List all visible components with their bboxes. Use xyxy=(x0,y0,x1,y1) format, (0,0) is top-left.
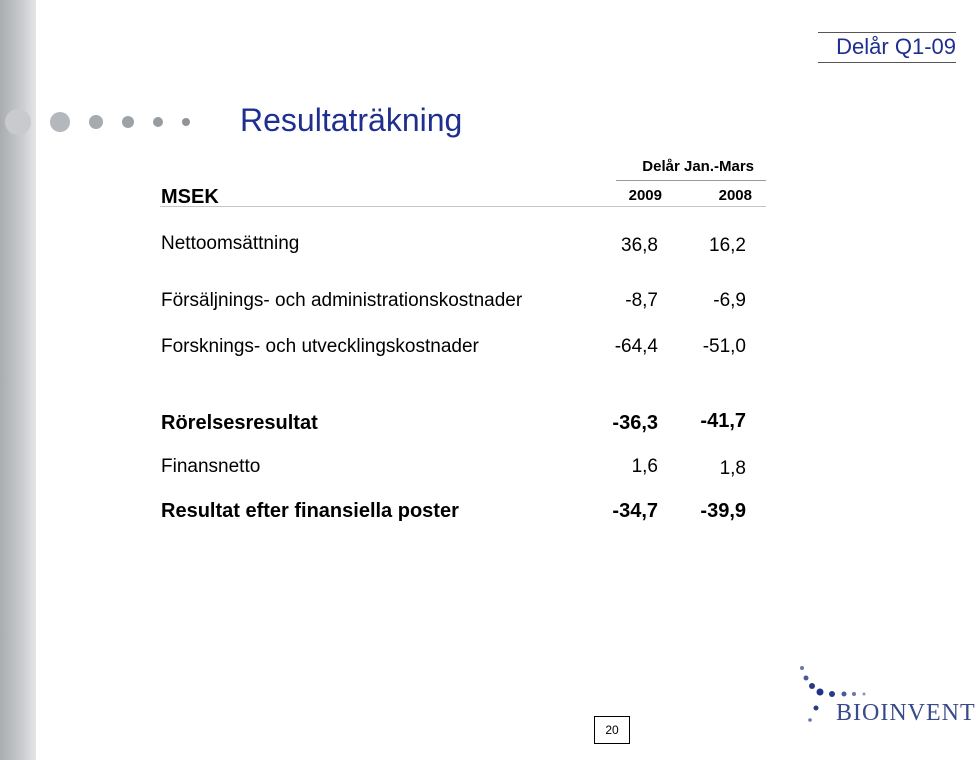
column-header-2009: 2009 xyxy=(628,187,662,204)
unit-label: MSEK xyxy=(161,186,219,208)
table-header-rule xyxy=(160,206,766,207)
row-label-finansnetto: Finansnetto xyxy=(161,456,261,477)
decorative-dots-icon xyxy=(0,100,200,140)
bioinvent-logo-text: BIOINVENT xyxy=(836,700,976,726)
cell-forskningskostnader-2008: -51,0 xyxy=(702,336,746,357)
group-header-rule xyxy=(616,180,766,181)
page-title: Resultaträkning xyxy=(240,102,463,138)
cell-forsaljningskostnader-2009: -8,7 xyxy=(625,290,658,311)
cell-forsaljningskostnader-2008: -6,9 xyxy=(713,290,746,311)
report-period-tag: Delår Q1-09 xyxy=(818,32,956,63)
row-label-rorelseresultat: Rörelsesresultat xyxy=(161,412,318,434)
page-number: 20 xyxy=(594,716,630,744)
cell-finansnetto-2009: 1,6 xyxy=(631,456,658,477)
cell-finansnetto-2008: 1,8 xyxy=(719,458,746,479)
column-group-header: Delår Jan.-Mars xyxy=(642,158,754,175)
row-label-forskningskostnader: Forsknings- och utvecklingskostnader xyxy=(161,336,479,357)
cell-nettoomsattning-2009: 36,8 xyxy=(621,235,658,256)
cell-resultat-2009: -34,7 xyxy=(612,500,658,522)
row-label-nettoomsattning: Nettoomsättning xyxy=(161,233,300,254)
cell-forskningskostnader-2009: -64,4 xyxy=(614,336,658,357)
cell-nettoomsattning-2008: 16,2 xyxy=(709,235,746,256)
column-header-2008: 2008 xyxy=(718,187,752,204)
cell-resultat-2008: -39,9 xyxy=(700,500,746,522)
row-label-forsaljningskostnader: Försäljnings- och administrationskostnader xyxy=(161,290,523,311)
row-label-resultat-efter-finansiella-poster: Resultat efter finansiella poster xyxy=(161,500,459,522)
cell-rorelseresultat-2009: -36,3 xyxy=(612,412,658,434)
cell-rorelseresultat-2008: -41,7 xyxy=(700,410,746,432)
